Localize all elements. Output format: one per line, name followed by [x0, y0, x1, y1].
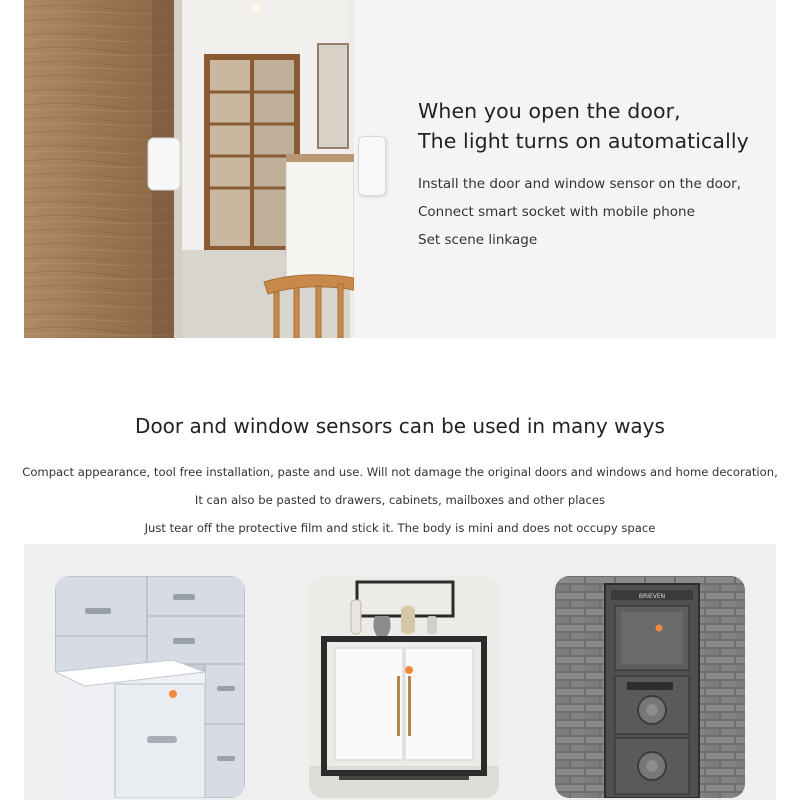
mailbox-image — [555, 576, 745, 798]
uses-title: Door and window sensors can be used in many ways — [135, 414, 665, 438]
hero-title-line-1: When you open the door, — [418, 99, 681, 123]
uses-line: Compact appearance, tool free installation, paste and use. Will not damage the original doors and windows and home decoration, — [22, 465, 778, 479]
usage-gallery — [24, 544, 776, 800]
filing-cabinet-image — [55, 576, 245, 798]
setup-step: Connect smart socket with mobile phone — [418, 204, 695, 220]
uses-description — [0, 458, 800, 542]
uses-line: It can also be pasted to drawers, cabinets, mailboxes and other places — [194, 493, 606, 507]
hero-copy — [418, 96, 768, 254]
setup-step: Install the door and window sensor on the door, — [418, 176, 742, 192]
hero-title — [418, 96, 768, 156]
hero-banner — [24, 0, 776, 338]
hero-title-line-2: The light turns on automatically — [418, 129, 749, 153]
setup-step: Set scene linkage — [418, 232, 538, 248]
tile-mailbox — [555, 576, 745, 798]
uses-line: Just tear off the protective film and stick it. The body is mini and does not occupy space — [144, 521, 656, 535]
sensor-body-icon — [358, 136, 386, 196]
tile-cabinet — [309, 576, 499, 798]
mailbox-plate-label: BRIEVEN — [638, 593, 666, 600]
tile-filing-cabinet — [55, 576, 245, 798]
cabinet-image — [309, 576, 499, 798]
setup-steps — [418, 170, 768, 254]
door-sensor-scene — [24, 0, 354, 338]
